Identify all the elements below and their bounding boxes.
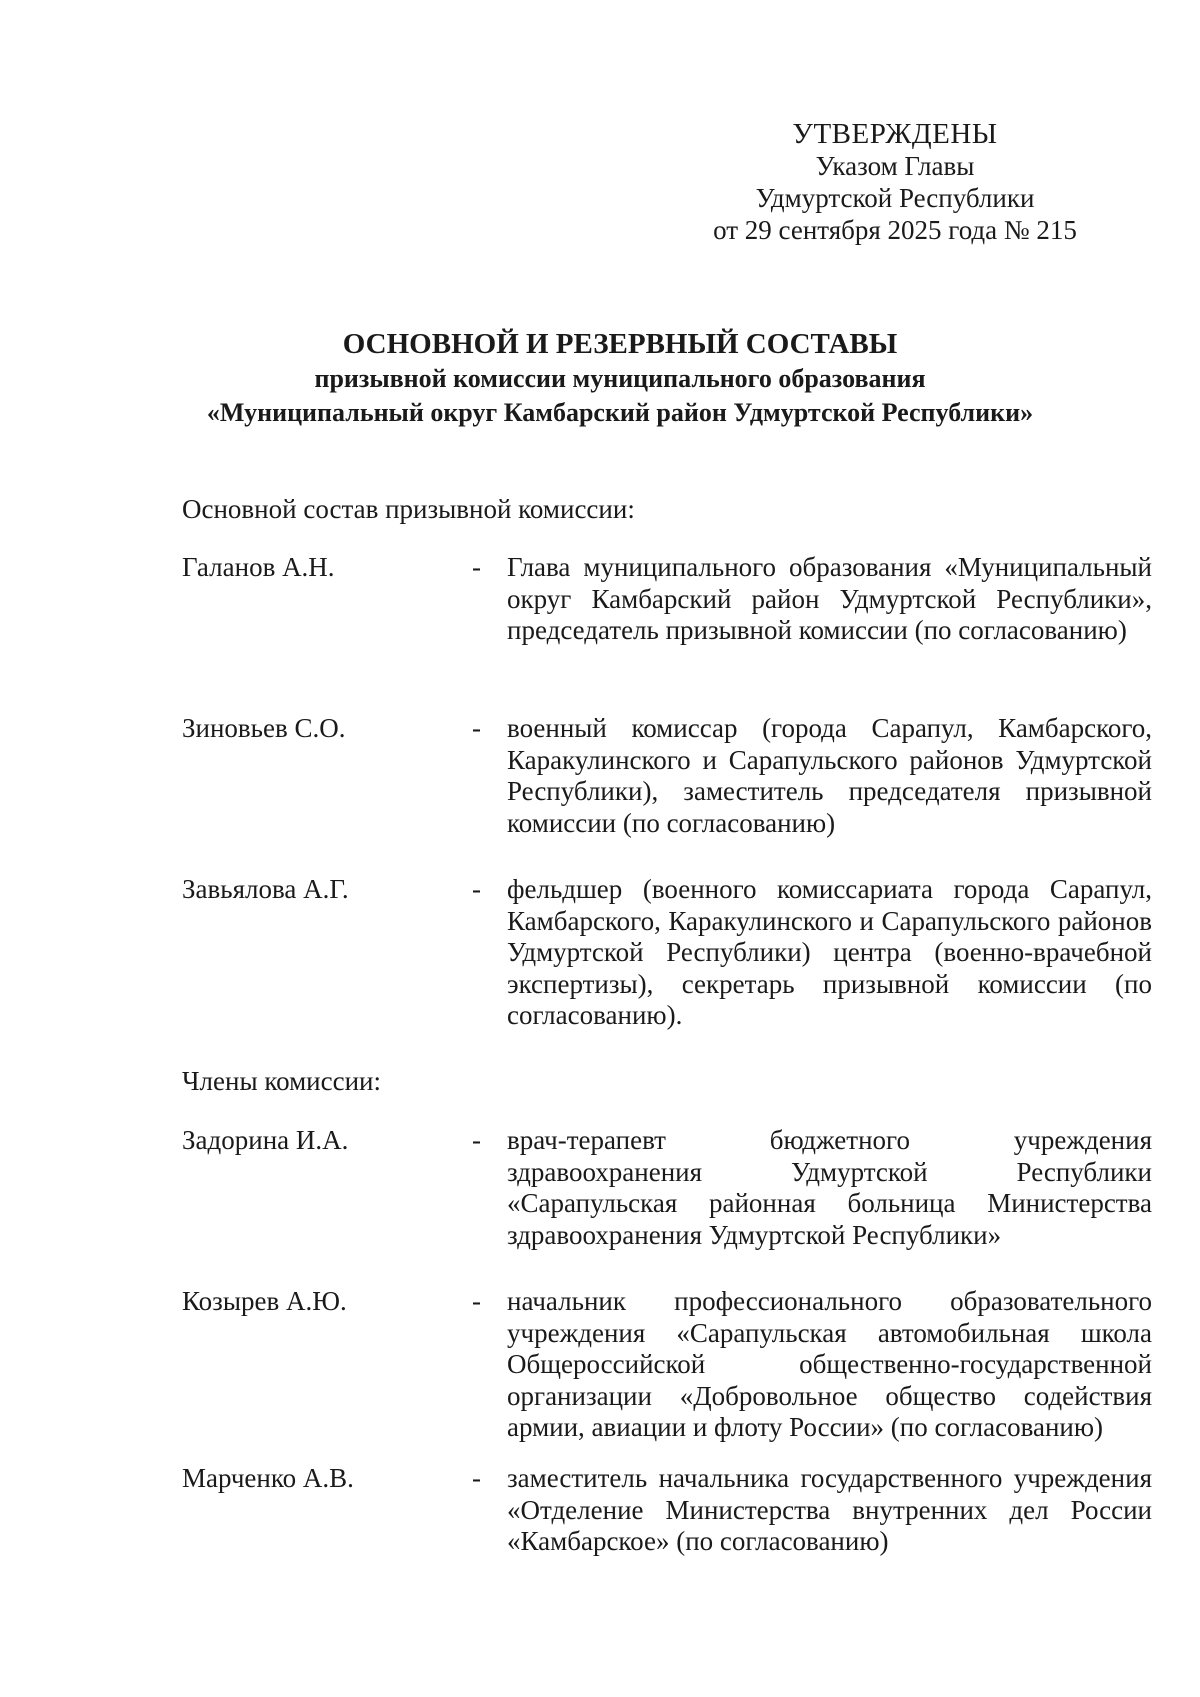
member-dash: - — [472, 713, 481, 743]
approval-issuer: Указом Главы — [815, 151, 975, 181]
member-name: Задорина И.А. — [182, 1125, 349, 1155]
member-entry — [182, 1463, 1152, 1558]
member-dash: - — [472, 1463, 481, 1493]
title-subtitle-1: призывной комиссии муниципального образования — [314, 364, 926, 393]
member-name: Марченко А.В. — [182, 1463, 354, 1493]
member-position: заместитель начальника государственного учреждения «Отделение Министерства внутренних дел России «Камбарское» (по согласованию) — [507, 1463, 1152, 1556]
member-position: начальник профессионального образовательного учреждения «Сарапульская автомобильная школа Общероссийской общественно-государственной организации «Добровольное общество содействия армии, авиации и флоту России» (по согласованию) — [507, 1286, 1152, 1442]
member-dash: - — [472, 1286, 481, 1316]
member-dash: - — [472, 874, 481, 904]
approval-title: УТВЕРЖДЕНЫ — [792, 118, 998, 150]
main-composition-heading: Основной состав призывной комиссии: — [182, 494, 635, 524]
member-name: Галанов А.Н. — [182, 552, 335, 582]
member-dash: - — [472, 1125, 481, 1155]
member-position: фельдшер (военного комиссариата города Сарапул, Камбарского, Каракулинского и Сарапульского районов Удмуртской Республики) центра (военно-врачебной экспертизы), секретарь призывной комиссии (по согласованию). — [507, 874, 1152, 1030]
member-name: Зиновьев С.О. — [182, 713, 346, 743]
approval-date: от 29 сентября 2025 года № 215 — [713, 215, 1077, 245]
title-main: ОСНОВНОЙ И РЕЗЕРВНЫЙ СОСТАВЫ — [342, 328, 898, 360]
member-entry — [182, 1286, 1152, 1444]
member-entry — [182, 713, 1152, 839]
member-dash: - — [472, 552, 481, 582]
member-position: врач-терапевт бюджетного учреждения здравоохранения Удмуртской Республики «Сарапульская районная больница Министерства здравоохранения Удмуртской Республики» — [507, 1125, 1152, 1250]
approval-region: Удмуртской Республики — [755, 183, 1035, 213]
member-position: военный комиссар (города Сарапул, Камбарского, Каракулинского и Сарапульского районов Удмуртской Республики), заместитель председателя призывной комиссии (по согласованию) — [507, 713, 1152, 838]
member-entry — [182, 874, 1152, 1032]
title-subtitle-2: «Муниципальный округ Камбарский район Удмуртской Республики» — [206, 398, 1034, 427]
member-name: Козырев А.Ю. — [182, 1286, 347, 1316]
member-entry — [182, 1125, 1152, 1251]
document-title — [120, 326, 1120, 430]
member-entry — [182, 552, 1152, 647]
member-position: Глава муниципального образования «Муниципальный округ Камбарский район Удмуртской Республики», председатель призывной комиссии (по согласованию) — [507, 552, 1152, 645]
members-heading: Члены комиссии: — [182, 1066, 381, 1096]
approval-block — [690, 118, 1100, 246]
member-name: Завьялова А.Г. — [182, 874, 349, 904]
